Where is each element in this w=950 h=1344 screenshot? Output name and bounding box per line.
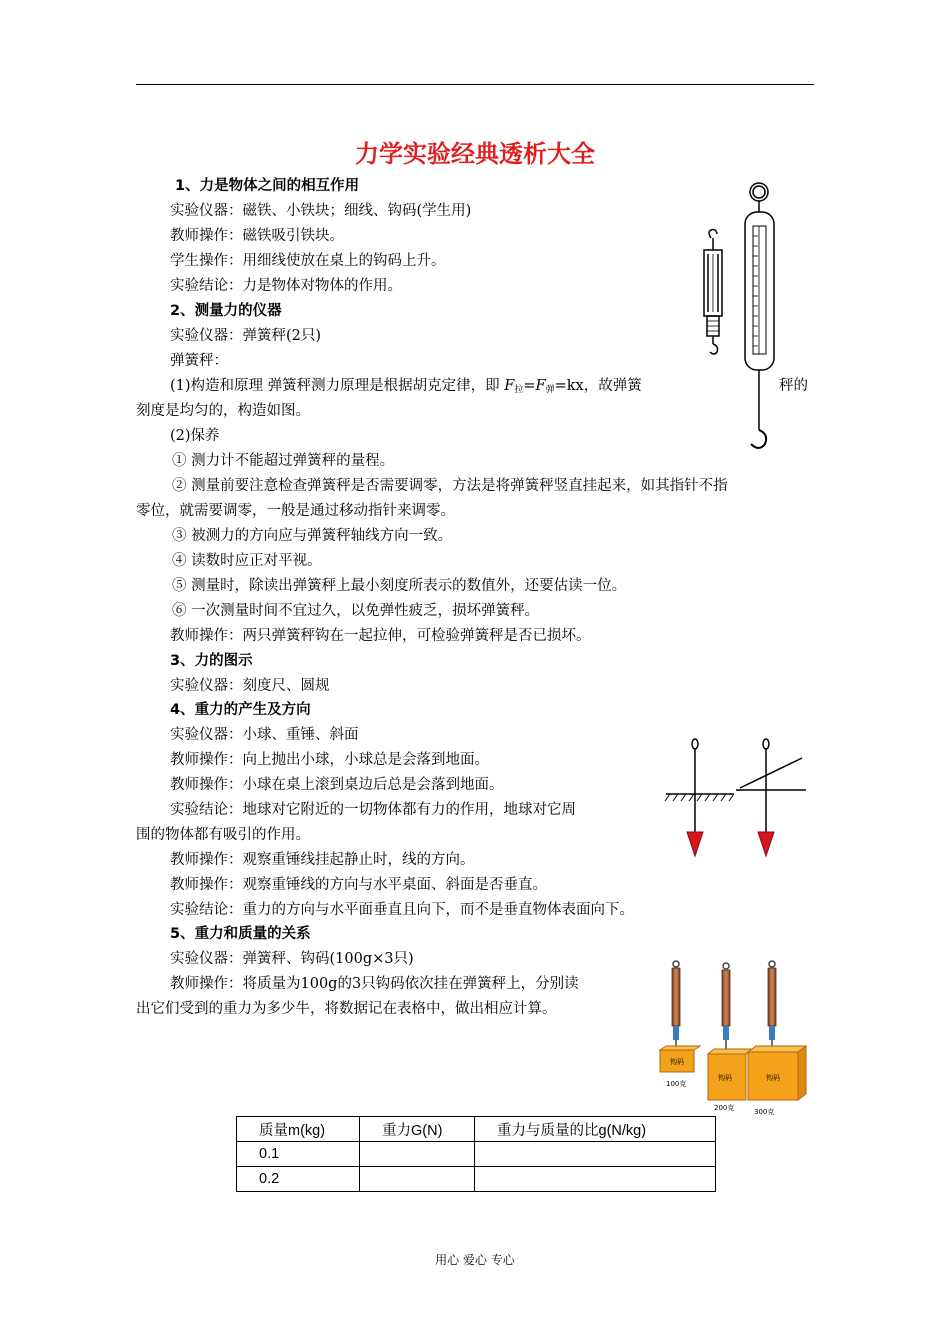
table-cell: 0.2 (237, 1167, 360, 1192)
s2-line-3 (170, 376, 642, 400)
s1-line-3: 学生操作：用细线使放在桌上的钩码上升。 (170, 253, 446, 269)
page-footer: 用心 爱心 专心 (435, 1253, 515, 1267)
weight-300g (748, 961, 806, 1116)
s2-line-3-tail: 秤的 (779, 378, 808, 394)
section-4-heading: 4、重力的产生及方向 (170, 702, 311, 718)
s2-point-3: ③ 被测力的方向应与弹簧秤轴线方向一致。 (172, 528, 453, 544)
large-spring-scale (745, 183, 774, 448)
s4-line-7: 教师操作：观察重锤线的方向与水平桌面、斜面是否垂直。 (170, 877, 547, 893)
section-3-heading: 3、力的图示 (170, 653, 253, 669)
plumb-line-figure (660, 734, 810, 858)
formula-equals: = (523, 378, 536, 394)
s2-line-1: 实验仪器：弹簧秤(2只) (170, 328, 322, 344)
s2-point-4: ④ 读数时应正对平视。 (172, 553, 322, 569)
table-header-mass: 质量m(kg) (237, 1117, 360, 1142)
s1-line-4: 实验结论：力是物体对物体的作用。 (170, 278, 402, 294)
s2-point-2b: 零位，就需要调零，一般是通过移动指针来调零。 (136, 503, 455, 519)
small-spring-scale (704, 230, 722, 355)
table-row (237, 1142, 716, 1167)
plumb-bob-right (758, 832, 774, 856)
s2-line-6: 教师操作：两只弹簧秤钩在一起拉伸，可检验弹簧秤是否已损坏。 (170, 628, 591, 644)
s3-line-1: 实验仪器：刻度尺、圆规 (170, 678, 330, 694)
table-cell (360, 1142, 475, 1167)
plumb-bob-left (687, 832, 703, 856)
s2-line-3-text-b: =kx，故弹簧 (554, 378, 642, 394)
table-cell (475, 1167, 716, 1192)
s2-point-2a: ② 测量前要注意检查弹簧秤是否需要调零，方法是将弹簧秤竖直挂起来，如其指针不指 (172, 478, 728, 494)
weight-200g (708, 963, 752, 1112)
table-row (237, 1167, 716, 1192)
table-cell: 0.1 (237, 1142, 360, 1167)
formula-sub-pull: 拉 (514, 385, 524, 395)
header-rule (136, 84, 814, 85)
formula-sub-spring: 弹 (545, 385, 555, 395)
weight-label-300g: 300克 (754, 1108, 775, 1116)
s5-line-1: 实验仪器：弹簧秤、钩码(100g×3只) (170, 951, 414, 967)
page-title: 力学实验经典透析大全 (355, 140, 595, 168)
section-2-heading: 2、测量力的仪器 (170, 303, 282, 319)
s1-line-1: 实验仪器：磁铁、小铁块；细线、钩码(学生用) (170, 203, 472, 219)
s4-line-6: 教师操作：观察重锤线挂起静止时，线的方向。 (170, 852, 475, 868)
s2-point-6: ⑥ 一次测量时间不宜过久，以免弹性疲乏，损坏弹簧秤。 (172, 603, 540, 619)
s5-line-3: 出它们受到的重力为多少牛，将数据记在表格中，做出相应计算。 (136, 1001, 557, 1017)
formula-f-spring: F (535, 378, 546, 394)
s4-line-1: 实验仪器：小球、重锤、斜面 (170, 727, 359, 743)
s2-line-2: 弹簧秤： (170, 353, 228, 369)
s2-line-4: 刻度是均匀的，构造如图。 (136, 403, 310, 419)
s4-line-3: 教师操作：小球在桌上滚到桌边后总是会落到地面。 (170, 777, 504, 793)
section-1-heading: 1、力是物体之间的相互作用 (175, 178, 360, 194)
s1-line-2: 教师操作：磁铁吸引铁块。 (170, 228, 344, 244)
hooked-weights-figure (654, 956, 814, 1118)
s2-line-5: (2)保养 (170, 428, 220, 444)
s4-line-4: 实验结论：地球对它附近的一切物体都有力的作用，地球对它周 (170, 802, 576, 818)
mass-gravity-table (236, 1116, 716, 1192)
spring-scale-figure (695, 178, 795, 458)
table-header-ratio: 重力与质量的比g(N/kg) (475, 1117, 716, 1142)
s5-line-2: 教师操作：将质量为100g的3只钩码依次挂在弹簧秤上，分别读 (170, 976, 579, 992)
s2-point-5: ⑤ 测量时，除读出弹簧秤上最小刻度所表示的数值外，还要估读一位。 (172, 578, 627, 594)
table-cell (475, 1142, 716, 1167)
table-cell (360, 1167, 475, 1192)
s4-line-8: 实验结论：重力的方向与水平面垂直且向下，而不是垂直物体表面向下。 (170, 902, 634, 918)
block-label-1: 钩码 (670, 1058, 684, 1066)
s4-line-2: 教师操作：向上抛出小球，小球总是会落到地面。 (170, 752, 489, 768)
block-label-2: 钩码 (718, 1074, 732, 1082)
table-header-gravity: 重力G(N) (360, 1117, 475, 1142)
section-5-heading: 5、重力和质量的关系 (170, 926, 311, 942)
weight-label-200g: 200克 (714, 1104, 735, 1112)
weight-100g (660, 961, 700, 1088)
block-label-3: 钩码 (766, 1074, 780, 1082)
table-header-row (237, 1117, 716, 1142)
s2-line-3-text-a: (1)构造和原理 弹簧秤测力原理是根据胡克定律，即 (170, 378, 500, 394)
s4-line-5: 围的物体都有吸引的作用。 (136, 827, 310, 843)
s2-point-1: ① 测力计不能超过弹簧秤的量程。 (172, 453, 395, 469)
weight-label-100g: 100克 (666, 1080, 687, 1088)
formula-f-pull: F (504, 378, 515, 394)
